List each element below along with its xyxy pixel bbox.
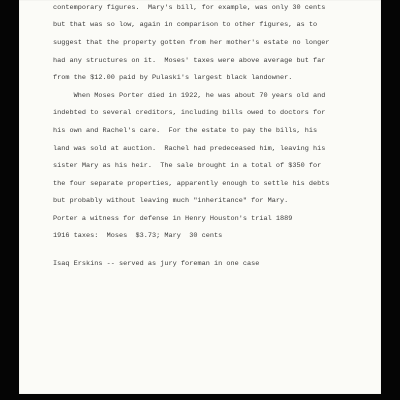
text-line: suggest that the property gotten from her mother's estate no longer <box>53 39 330 47</box>
text-line: but that was so low, again in comparison to other figures, as to <box>53 21 318 29</box>
text-line: sister Mary as his heir. The sale brought in a total of $350 for <box>53 162 322 170</box>
text-line: When Moses Porter died in 1922, he was about 70 years old and <box>53 92 326 100</box>
text-line: Isaq Erskins -- served as jury foreman in one case <box>53 260 260 268</box>
document-text <box>53 4 371 268</box>
text-line: contemporary figures. Mary's bill, for example, was only 30 cents <box>53 4 326 12</box>
text-line: but probably without leaving much "inheritance" for Mary. <box>53 197 289 205</box>
text-line: had any structures on it. Moses' taxes were above average but far <box>53 57 326 65</box>
text-line: Porter a witness for defense in Henry Houston's trial 1889 <box>53 215 293 223</box>
text-line: land was sold at auction. Rachel had predeceased him, leaving his <box>53 145 326 153</box>
text-line: the four separate properties, apparently enough to settle his debts <box>53 180 330 188</box>
text-line: indebted to several creditors, including bills owed to doctors for <box>53 109 326 117</box>
text-line: his own and Rachel's care. For the estate to pay the bills, his <box>53 127 318 135</box>
document-page <box>19 0 381 394</box>
text-line: from the $12.00 paid by Pulaski's largest black landowner. <box>53 74 293 82</box>
text-line: 1916 taxes: Moses $3.73; Mary 30 cents <box>53 232 223 240</box>
